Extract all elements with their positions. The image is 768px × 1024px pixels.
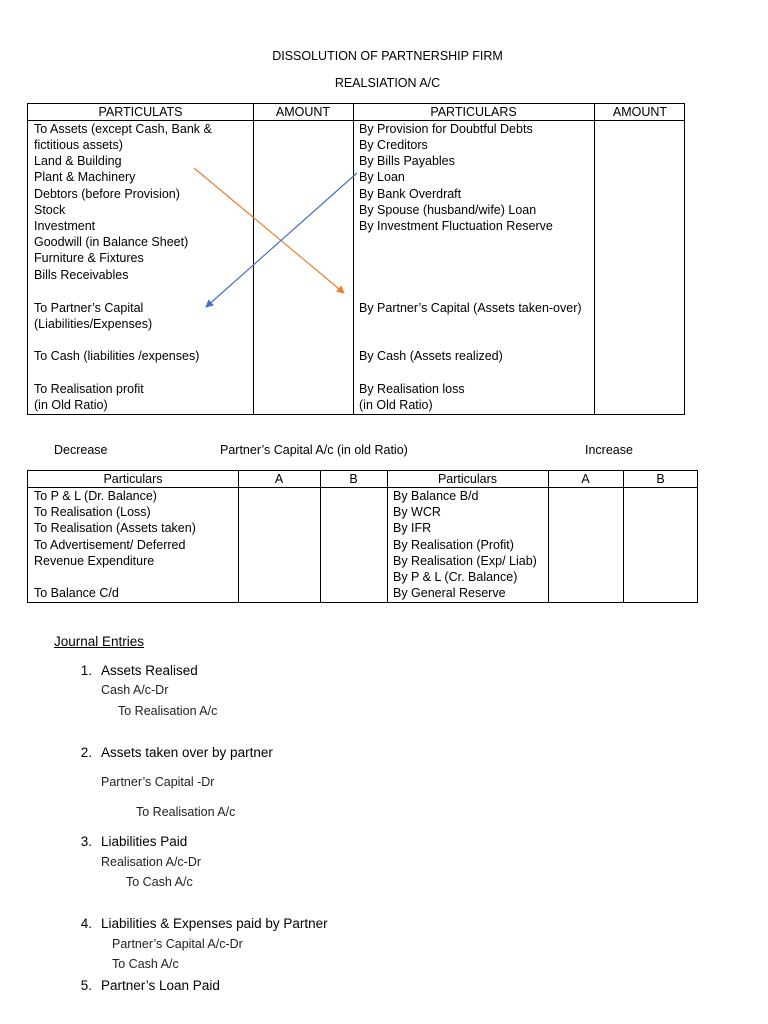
debit-line: To Balance C/d: [34, 586, 119, 600]
column-divider: [387, 471, 388, 602]
credit-line: By Provision for Doubtful Debts: [359, 122, 533, 136]
debit-line: Land & Building: [34, 154, 122, 168]
item-number: 2.: [80, 745, 92, 760]
credit-line: By Bank Overdraft: [359, 187, 462, 201]
document-title: DISSOLUTION OF PARTNERSHIP FIRM: [272, 49, 503, 63]
credit-line: By Realisation (Profit): [393, 538, 514, 552]
column-divider: [548, 471, 549, 602]
credit-line: By Creditors: [359, 138, 428, 152]
entry-title: Assets taken over by partner: [101, 745, 273, 760]
credit-line: (in Old Ratio): [359, 398, 433, 412]
credit-line: By Bills Payables: [359, 154, 455, 168]
header-amount-credit: AMOUNT: [612, 105, 668, 119]
credit-line: By Investment Fluctuation Reserve: [359, 219, 553, 233]
column-divider: [623, 471, 624, 602]
credit-line: By General Reserve: [393, 586, 506, 600]
header-b-credit: B: [656, 472, 665, 486]
debit-line: Bills Receivables: [34, 268, 129, 282]
debit-entry: Realisation A/c-Dr: [101, 855, 202, 869]
debit-entry: Cash A/c-Dr: [101, 683, 169, 697]
debit-line: To P & L (Dr. Balance): [34, 489, 157, 503]
item-number: 3.: [80, 834, 92, 849]
item-number: 5.: [80, 978, 92, 993]
credit-line: By Balance B/d: [393, 489, 479, 503]
debit-line: Revenue Expenditure: [34, 554, 155, 568]
debit-line: To Assets (except Cash, Bank &: [34, 122, 212, 136]
debit-line: (in Old Ratio): [34, 398, 108, 412]
decrease-label: Decrease: [54, 443, 108, 457]
debit-entry: Partner’s Capital A/c-Dr: [112, 937, 243, 951]
debit-line: To Realisation profit: [34, 382, 144, 396]
account-title: REALSIATION A/C: [334, 76, 441, 90]
credit-line: By Cash (Assets realized): [359, 349, 503, 363]
blue-transfer-arrow: [206, 173, 357, 307]
item-number: 4.: [80, 916, 92, 931]
credit-line: By Realisation loss: [359, 382, 465, 396]
credit-line: By IFR: [393, 521, 432, 535]
header-particulars-credit: PARTICULARS: [430, 105, 517, 119]
debit-line: Furniture & Fixtures: [34, 251, 144, 265]
credit-line: By Spouse (husband/wife) Loan: [359, 203, 537, 217]
debit-line: Plant & Machinery: [34, 170, 136, 184]
journal-heading: Journal Entries: [54, 634, 145, 649]
debit-line: Goodwill (in Balance Sheet): [34, 235, 189, 249]
debit-line: Debtors (before Provision): [34, 187, 180, 201]
partners-capital-table: [27, 470, 698, 603]
entry-title: Partner’s Loan Paid: [101, 978, 220, 993]
debit-line: To Advertisement/ Deferred: [34, 538, 186, 552]
debit-line: To Realisation (Assets taken): [34, 521, 196, 535]
credit-entry: To Cash A/c: [112, 957, 179, 971]
column-divider: [320, 471, 321, 602]
debit-line: Investment: [34, 219, 96, 233]
debit-line: (Liabilities/Expenses): [34, 317, 153, 331]
header-particulars-debit: PARTICULATS: [98, 105, 183, 119]
credit-line: By WCR: [393, 505, 441, 519]
capital-title: Partner’s Capital A/c (in old Ratio): [220, 443, 408, 457]
credit-line: By P & L (Cr. Balance): [393, 570, 518, 584]
header-a-credit: A: [581, 472, 590, 486]
header-amount-debit: AMOUNT: [275, 105, 331, 119]
header-particulars-credit: Particulars: [437, 472, 498, 486]
entry-title: Liabilities & Expenses paid by Partner: [101, 916, 328, 931]
entry-title: Assets Realised: [101, 663, 198, 678]
credit-line: By Realisation (Exp/ Liab): [393, 554, 537, 568]
orange-transfer-arrow: [194, 168, 344, 293]
credit-entry: To Realisation A/c: [118, 704, 218, 718]
credit-entry: To Realisation A/c: [136, 805, 236, 819]
header-b-debit: B: [349, 472, 358, 486]
credit-line: By Partner’s Capital (Assets taken-over): [359, 301, 582, 315]
debit-line: To Cash (liabilities /expenses): [34, 349, 200, 363]
debit-entry: Partner’s Capital -Dr: [101, 775, 215, 789]
header-particulars-debit: Particulars: [103, 472, 163, 486]
increase-label: Increase: [585, 443, 633, 457]
credit-entry: To Cash A/c: [126, 875, 193, 889]
item-number: 1.: [80, 663, 92, 678]
header-a-debit: A: [274, 472, 284, 486]
debit-line: fictitious assets): [34, 138, 123, 152]
debit-line: To Realisation (Loss): [34, 505, 151, 519]
column-divider: [238, 471, 239, 602]
debit-line: To Partner’s Capital: [34, 301, 144, 315]
debit-line: Stock: [34, 203, 66, 217]
credit-line: By Loan: [359, 170, 405, 184]
entry-title: Liabilities Paid: [101, 834, 188, 849]
